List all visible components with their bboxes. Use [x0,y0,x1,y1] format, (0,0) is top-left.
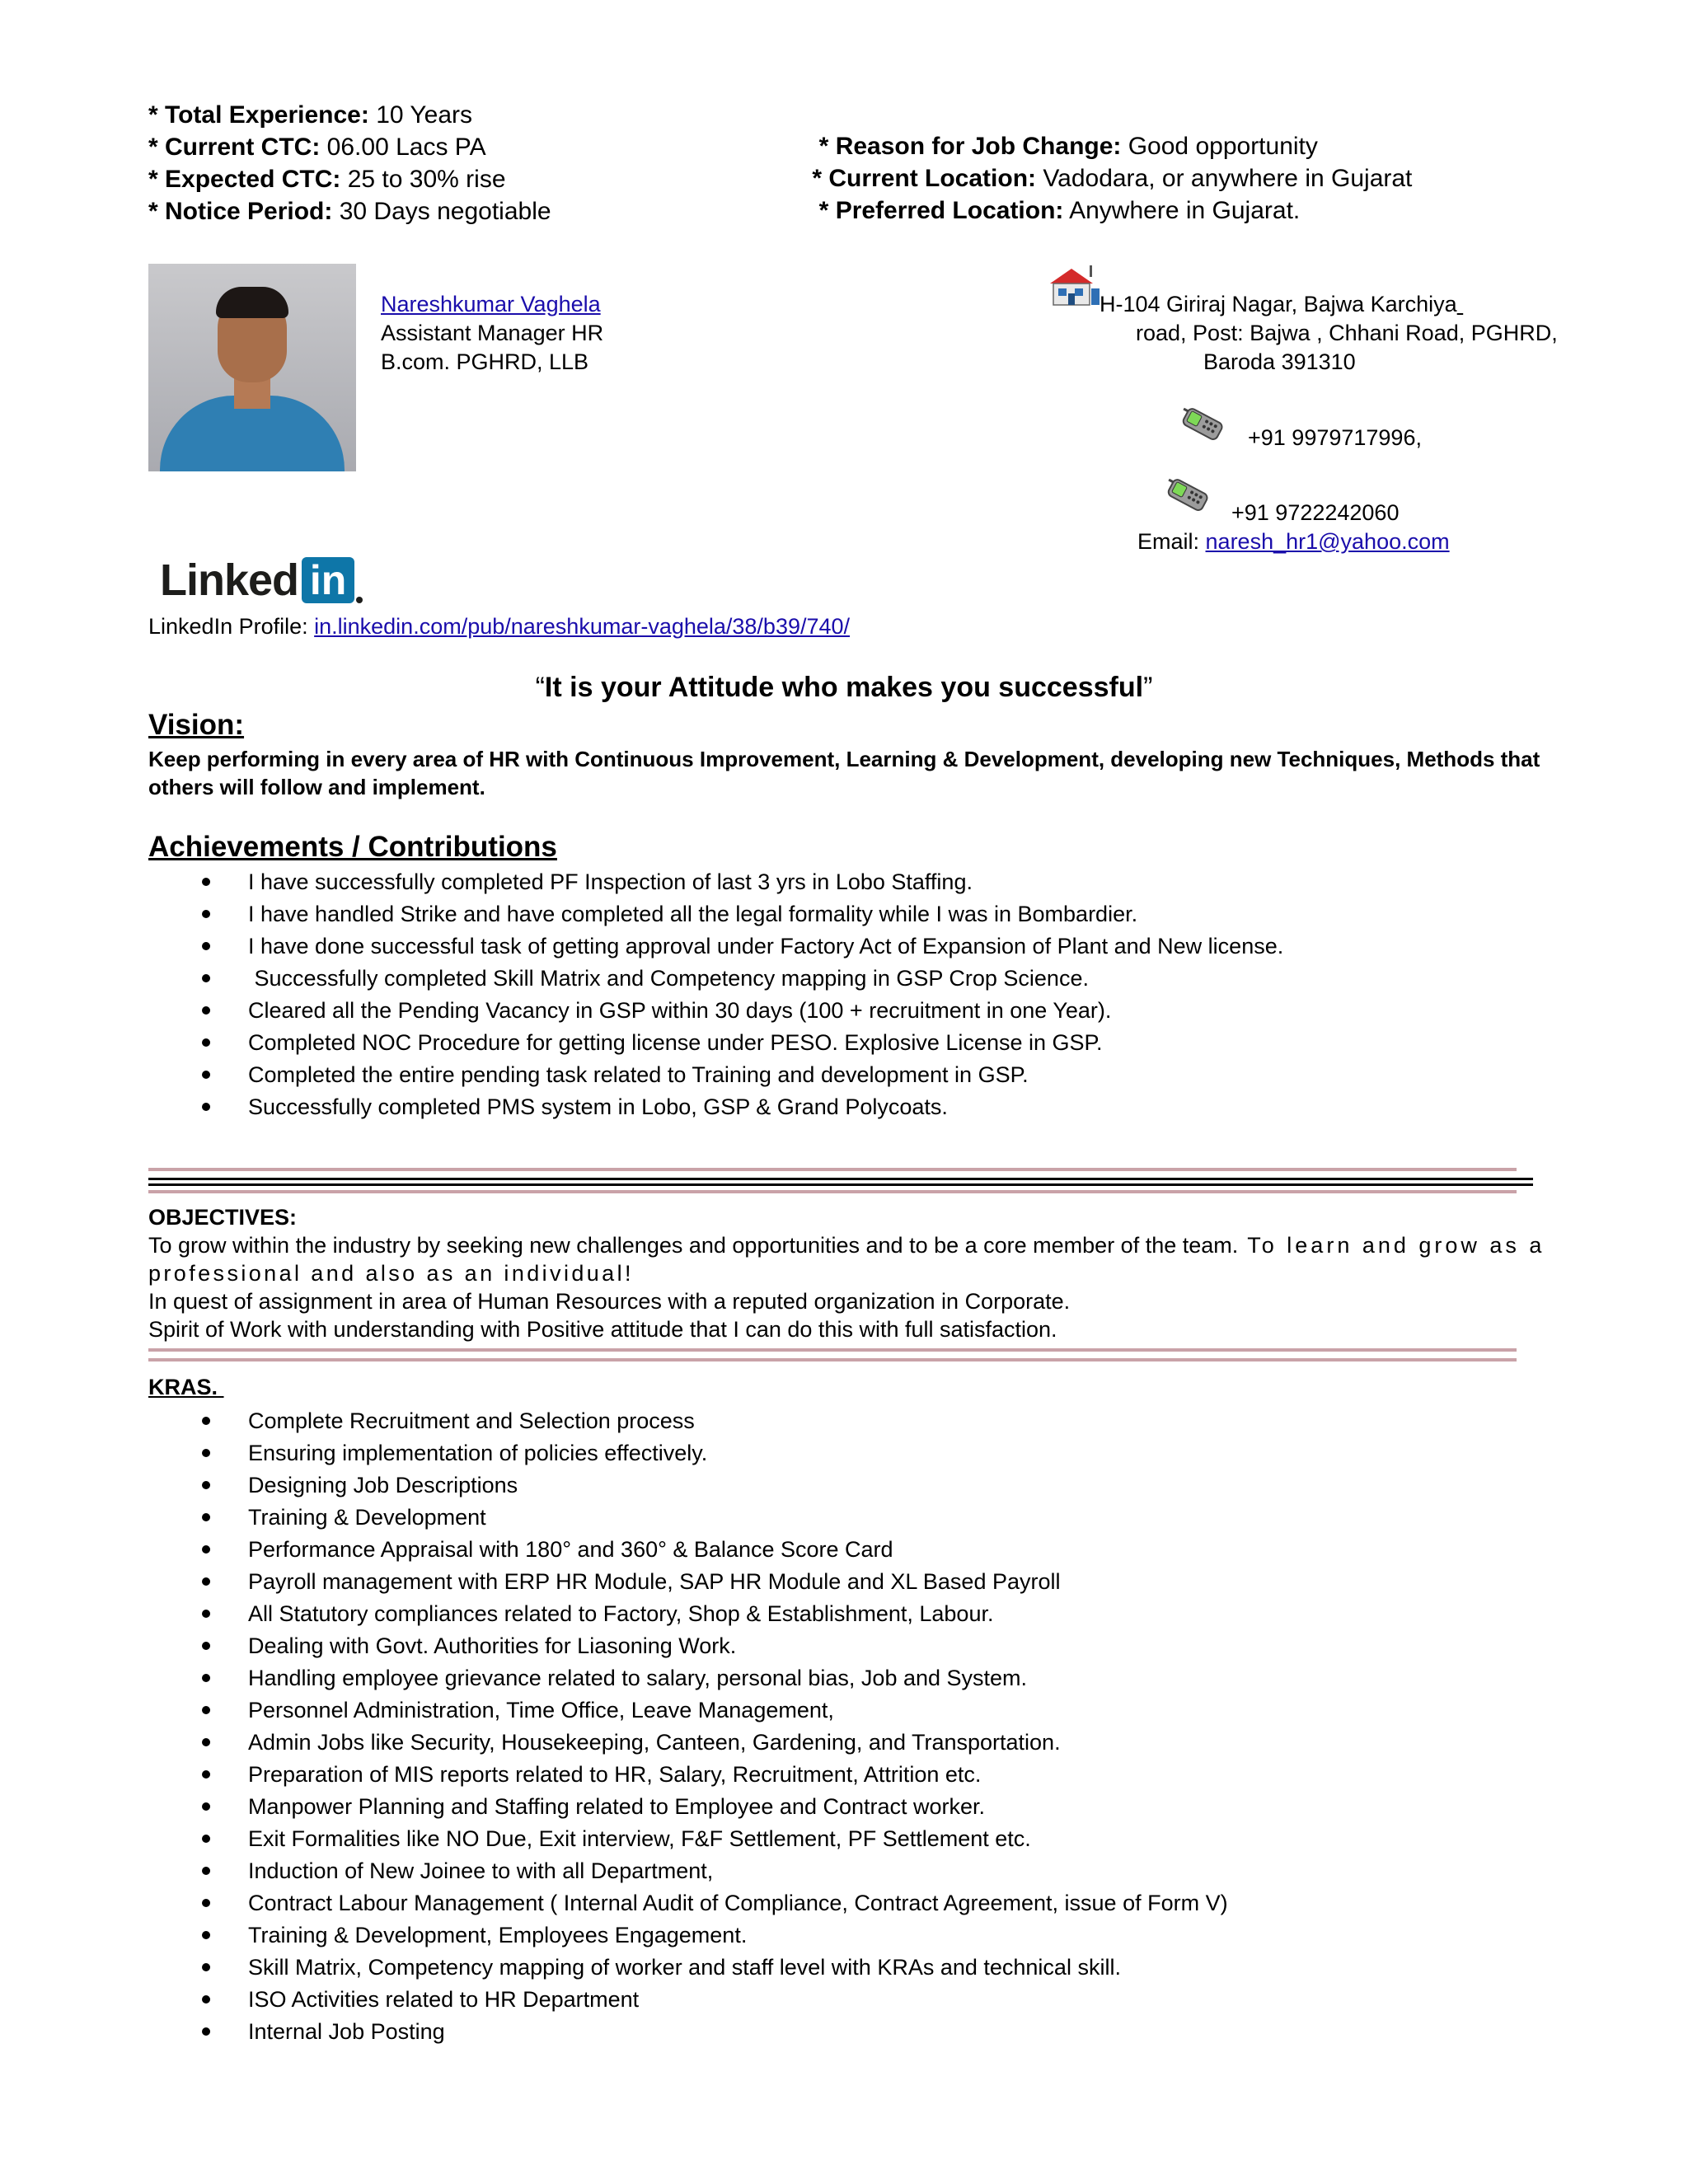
phone-1: +91 9979717996, [1248,425,1422,450]
profile-photo [148,264,356,471]
preferred-location-row: * Preferred Location: Anywhere in Gujarat. [812,197,1301,224]
list-item: Personnel Administration, Time Office, Leave Management, [148,1694,1228,1727]
linkedin-profile-row: LinkedIn Profile: in.linkedin.com/pub/nareshkumar-vaghela/38/b39/740/ [148,614,851,639]
divider [148,1348,1517,1352]
list-item: Manpower Planning and Staffing related to Employee and Contract worker. [148,1791,1228,1823]
list-item: ISO Activities related to HR Department [148,1984,1228,2016]
list-item: Induction of New Joinee to with all Department, [148,1855,1228,1887]
list-item: Payroll management with ERP HR Module, SAP HR Module and XL Based Payroll [148,1566,1228,1598]
linkedin-logo: Linked in [160,557,363,603]
list-item: Ensuring implementation of policies effectively. [148,1437,1228,1469]
current-location-row: * Current Location: Vadodara, or anywhere in Gujarat [812,165,1413,192]
list-item: I have done successful task of getting approval under Factory Act of Expansion of Plant and New license. [148,930,1283,963]
list-item: I have handled Strike and have completed all the legal formality while I was in Bombardier. [148,898,1283,930]
email-link[interactable]: naresh_hr1@yahoo.com [1205,529,1450,554]
list-item: Performance Appraisal with 180° and 360° & Balance Score Card [148,1534,1228,1566]
list-item: Internal Job Posting [148,2016,1228,2048]
objectives-line1: To grow within the industry by seeking new challenges and opportunities and to be a core member of the team. To learn and grow as a [148,1233,1545,1258]
achievements-heading: Achievements / Contributions [148,831,557,863]
list-item: Dealing with Govt. Authorities for Liasoning Work. [148,1630,1228,1662]
phone-2: +91 9722242060 [1231,500,1400,525]
mobile-phone-icon [1177,405,1230,443]
vision-text: Keep performing in every area of HR with Continuous Improvement, Learning & Development, developing new Techniques, Methods that others will follow and implement. [148,747,1540,799]
current-ctc-row: * Current CTC: 06.00 Lacs PA [148,134,486,161]
list-item: Completed NOC Procedure for getting license under PESO. Explosive License in GSP. [148,1027,1283,1059]
divider [148,1178,1533,1180]
list-item: Training & Development [148,1502,1228,1534]
divider [148,1168,1517,1171]
notice-period-row: * Notice Period: 30 Days negotiable [148,198,551,225]
house-icon [1047,265,1101,308]
list-item: I have successfully completed PF Inspection of last 3 yrs in Lobo Staffing. [148,866,1283,898]
list-item: Handling employee grievance related to salary, personal bias, Job and System. [148,1662,1228,1694]
address-line3: Baroda 391310 [1203,349,1356,374]
vision-heading: Vision: [148,709,245,741]
list-item: Admin Jobs like Security, Housekeeping, Canteen, Gardening, and Transportation. [148,1727,1228,1759]
list-item: Cleared all the Pending Vacancy in GSP within 30 days (100 + recruitment in one Year). [148,995,1283,1027]
total-experience-row: * Total Experience: 10 Years [148,101,472,129]
list-item: Training & Development, Employees Engagement. [148,1919,1228,1952]
profile-name-link[interactable]: Nareshkumar Vaghela [381,292,601,316]
list-item: All Statutory compliances related to Factory, Shop & Establishment, Labour. [148,1598,1228,1630]
address-line1: H-104 Giriraj Nagar, Bajwa Karchiya [1100,292,1457,316]
objectives-text: To grow within the industry by seeking new challenges and opportunities and to be a core member of the team. To learn and grow as a professional and also as an individual! In quest of assignment in area of Human Resources with a reputed organization in Corporate. Spirit of Work with understanding with Positive attitude that I can do this with full satisfaction. [148,1233,1545,1342]
quote: “It is your Attitude who makes you successful” [535,672,1153,703]
kras-heading: KRAS. [148,1375,218,1399]
list-item: Designing Job Descriptions [148,1469,1228,1502]
profile-qualification: B.com. PGHRD, LLB [381,349,589,374]
divider [148,1183,1533,1186]
list-item: Exit Formalities like NO Due, Exit interview, F&F Settlement, PF Settlement etc. [148,1823,1228,1855]
linkedin-profile-link[interactable]: in.linkedin.com/pub/nareshkumar-vaghela/38/b39/740/ [314,614,851,639]
objectives-heading: OBJECTIVES: [148,1205,298,1230]
divider [148,1358,1517,1361]
list-item: Completed the entire pending task related to Training and development in GSP. [148,1059,1283,1091]
list-item: Contract Labour Management ( Internal Audit of Compliance, Contract Agreement, issue of Form V) [148,1887,1228,1919]
mobile-phone-icon [1162,476,1215,514]
reason-for-change-row: * Reason for Job Change: Good opportunity [812,133,1318,160]
expected-ctc-row: * Expected CTC: 25 to 30% rise [148,166,506,193]
profile-designation: Assistant Manager HR [381,321,604,345]
list-item: Successfully completed Skill Matrix and Competency mapping in GSP Crop Science. [148,963,1283,995]
address-line2: road, Post: Bajwa , Chhani Road, PGHRD, [1136,321,1558,345]
email-row: Email: naresh_hr1@yahoo.com [1137,529,1450,554]
list-item: Successfully completed PMS system in Lobo, GSP & Grand Polycoats. [148,1091,1283,1123]
achievements-list [148,866,1283,1123]
kras-list [148,1405,1228,2048]
list-item: Skill Matrix, Competency mapping of worker and staff level with KRAs and technical skill. [148,1952,1228,1984]
list-item: Preparation of MIS reports related to HR, Salary, Recruitment, Attrition etc. [148,1759,1228,1791]
divider [148,1190,1517,1193]
list-item: Complete Recruitment and Selection process [148,1405,1228,1437]
